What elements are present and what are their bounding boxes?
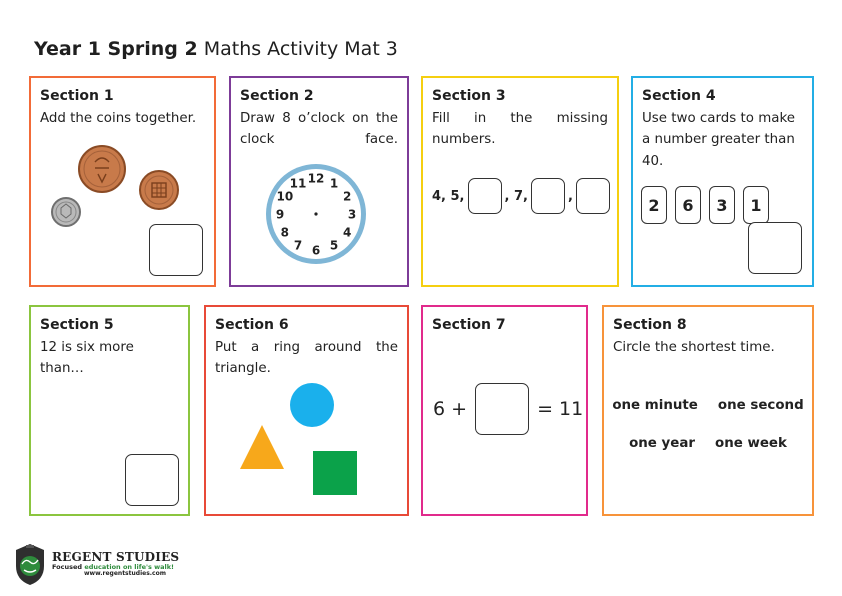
section-5-heading: Section 5 xyxy=(40,317,114,333)
section-5-text: 12 is six more than… xyxy=(40,340,134,377)
clock-number: 3 xyxy=(347,207,357,222)
number-card[interactable]: 2 xyxy=(641,186,667,224)
section-4-heading: Section 4 xyxy=(642,88,716,104)
section-1-answer-box[interactable] xyxy=(149,224,203,276)
circle-shape[interactable] xyxy=(290,383,334,427)
crest-icon xyxy=(12,542,48,586)
seq-comma: , xyxy=(504,188,510,204)
clock-number: 9 xyxy=(275,207,285,222)
missing-number-box[interactable] xyxy=(576,178,610,214)
seq-number: 4, xyxy=(432,188,446,204)
missing-number-box[interactable] xyxy=(468,178,502,214)
section-2-card xyxy=(229,76,409,287)
missing-number-box[interactable] xyxy=(531,178,565,214)
number-card[interactable]: 6 xyxy=(675,186,701,224)
section-1-heading: Section 1 xyxy=(40,88,114,104)
section-5-card xyxy=(29,305,190,516)
clock-number: 8 xyxy=(280,225,290,240)
equation xyxy=(433,383,583,435)
title-bold: Year 1 Spring 2 xyxy=(34,38,198,60)
section-4-text: Use two cards to make a number greater than 40. xyxy=(642,111,795,169)
clock-number: 5 xyxy=(329,238,339,253)
number-card[interactable]: 3 xyxy=(709,186,735,224)
seq-number: 7, xyxy=(513,188,528,204)
time-option[interactable]: one minute xyxy=(612,398,698,413)
section-5-answer-box[interactable] xyxy=(125,454,179,506)
number-cards xyxy=(641,186,777,224)
time-option[interactable]: one week xyxy=(715,436,787,451)
section-3-text: Fill in the missing numbers. xyxy=(432,111,608,148)
clock-number: 11 xyxy=(289,176,307,191)
five-pence-coin-icon xyxy=(52,198,80,226)
shapes-illustration xyxy=(238,379,368,499)
logo-url[interactable]: www.regentstudies.com xyxy=(84,569,166,577)
section-8-heading: Section 8 xyxy=(613,317,687,333)
section-6-card xyxy=(204,305,409,516)
seq-comma: , xyxy=(567,188,573,204)
clock-number: 6 xyxy=(311,243,321,258)
section-4-card xyxy=(631,76,814,287)
coins-illustration xyxy=(45,144,185,234)
triangle-shape[interactable] xyxy=(240,425,284,469)
two-pence-coin-icon xyxy=(79,146,125,192)
section-2-text: Draw 8 o’clock on the clock face. xyxy=(240,111,398,148)
section-8-text: Circle the shortest time. xyxy=(613,340,775,355)
section-1-text: Add the coins together. xyxy=(40,111,197,126)
time-options-row-2 xyxy=(604,436,812,451)
time-options-row-1 xyxy=(604,398,812,413)
section-6-text: Put a ring around the triangle. xyxy=(215,340,398,377)
regent-studies-logo xyxy=(12,542,179,586)
number-sequence xyxy=(432,178,613,214)
section-3-heading: Section 3 xyxy=(432,88,506,104)
title-rest: Maths Activity Mat 3 xyxy=(203,38,398,60)
clock-number: 7 xyxy=(293,238,303,253)
clock-number: 2 xyxy=(342,189,352,204)
square-shape[interactable] xyxy=(313,451,357,495)
equation-left: 6 + xyxy=(433,398,468,420)
page-title xyxy=(34,38,398,60)
section-7-heading: Section 7 xyxy=(432,317,506,333)
section-6-heading: Section 6 xyxy=(215,317,289,333)
seq-number: 5, xyxy=(450,188,465,204)
clock-face[interactable] xyxy=(264,162,368,266)
clock-number: 12 xyxy=(307,171,325,186)
time-option[interactable]: one second xyxy=(717,398,804,413)
section-8-card xyxy=(602,305,814,516)
clock-number: 10 xyxy=(276,189,294,204)
section-1-card xyxy=(29,76,216,287)
time-option[interactable]: one year xyxy=(629,436,695,451)
logo-name: REGENT STUDIES xyxy=(52,549,180,564)
number-card[interactable]: 1 xyxy=(743,186,769,224)
logo-tagline: Focused education on life's walk! xyxy=(52,562,175,571)
section-3-card xyxy=(421,76,619,287)
equation-answer-box[interactable] xyxy=(475,383,529,435)
one-pence-coin-icon xyxy=(140,171,178,209)
clock-number: 1 xyxy=(329,176,339,191)
section-2-heading: Section 2 xyxy=(240,88,314,104)
clock-number: 4 xyxy=(342,225,352,240)
section-4-answer-box[interactable] xyxy=(748,222,802,274)
equation-right: = 11 xyxy=(537,398,584,420)
section-7-card xyxy=(421,305,588,516)
